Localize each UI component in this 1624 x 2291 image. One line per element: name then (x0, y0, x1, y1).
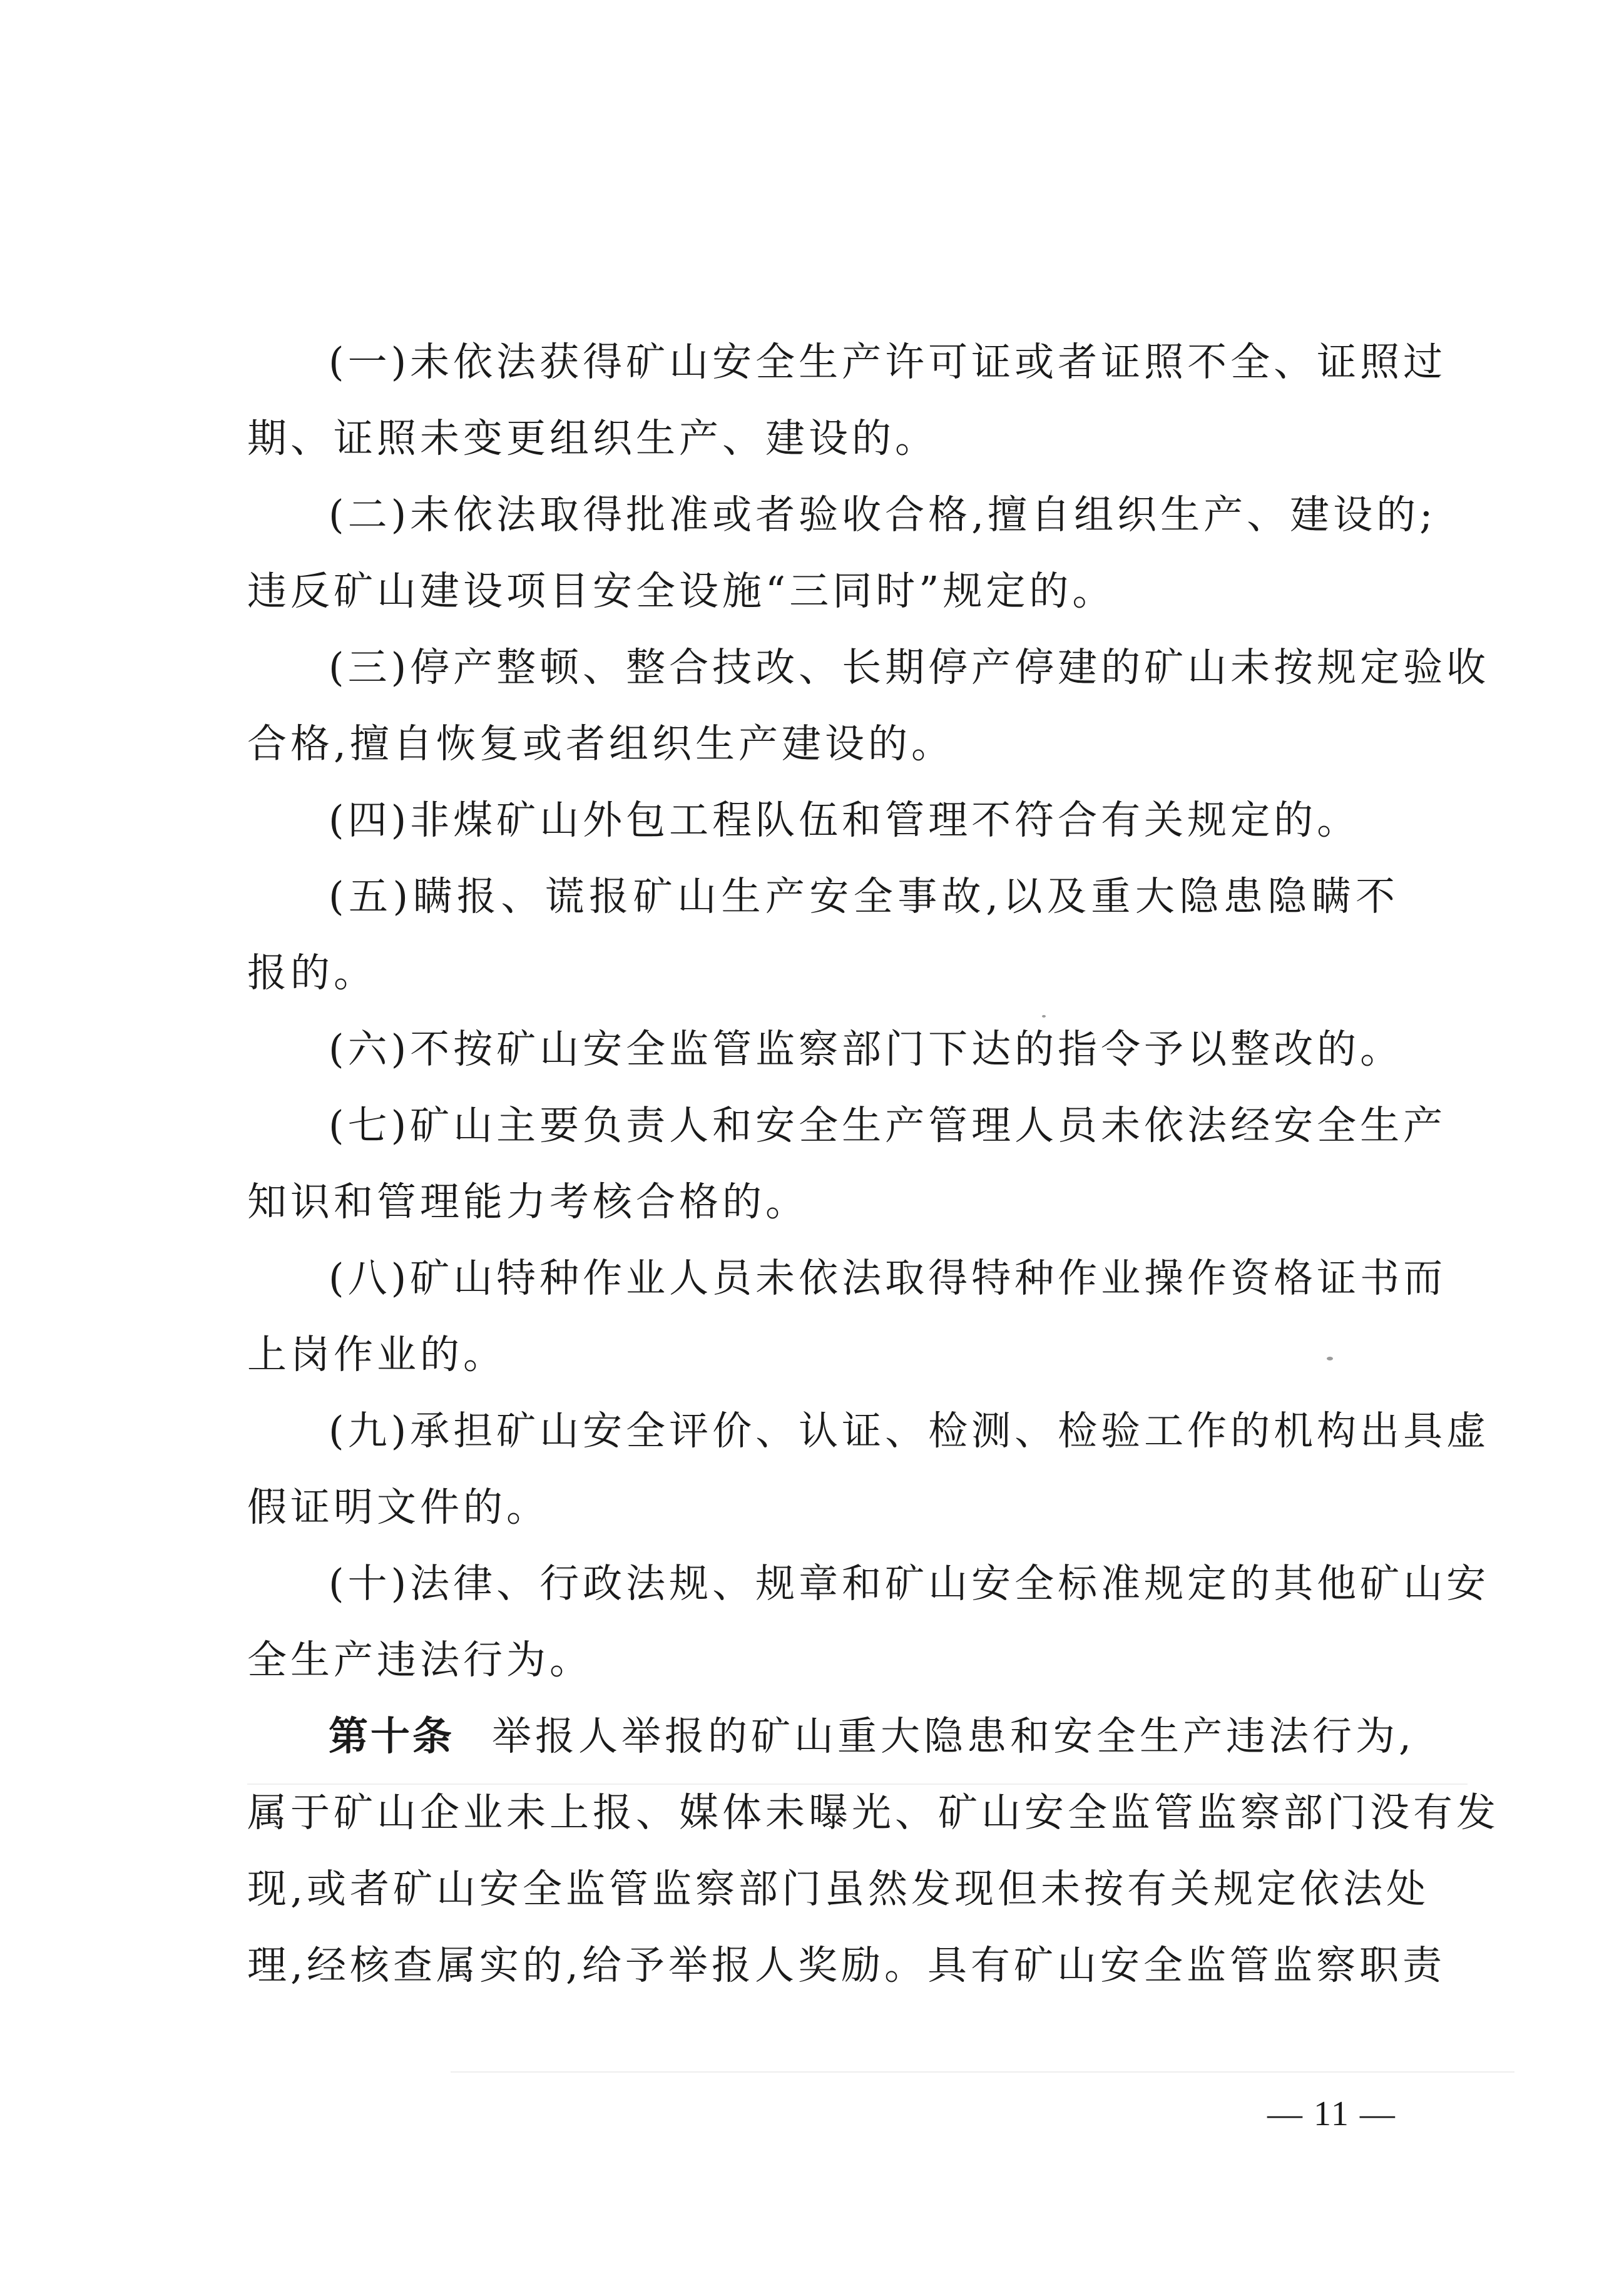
item-8-line-1: (八)矿山特种作业人员未依法取得特种作业操作资格证书而 (329, 1255, 1447, 1301)
item-10-line-1: (十)法律、行政法规、规章和矿山安全标准规定的其他矿山安 (329, 1561, 1490, 1606)
item-6-line-1: (六)不按矿山安全监管监察部门下达的指令予以整改的。 (329, 1026, 1404, 1072)
item-4-line-1: (四)非煤矿山外包工程队伍和管理不符合有关规定的。 (329, 797, 1361, 843)
article-10-line-1 (247, 1698, 1416, 1775)
article-10-line-3: 现,或者矿山安全监管监察部门虽然发现但未按有关规定依法处 (247, 1866, 1430, 1912)
page-number: — 11 — (1267, 2095, 1396, 2133)
scan-artifact-line (247, 1783, 1468, 1785)
item-3-line-1: (三)停产整顿、整合技改、长期停产停建的矿山未按规定验收 (329, 645, 1490, 690)
document-body (247, 324, 1499, 2004)
item-8-line-2: 上岗作业的。 (247, 1332, 506, 1377)
item-9-line-2: 假证明文件的。 (247, 1484, 549, 1530)
article-first-line: 举报人举报的矿山重大隐患和安全生产违法行为, (492, 1713, 1416, 1759)
article-10-line-4: 理,经核查属实的,给予举报人奖励。具有矿山安全监管监察职责 (247, 1942, 1446, 1988)
item-1-line-2: 期、证照未变更组织生产、建设的。 (247, 416, 938, 461)
item-2-line-1: (二)未依法取得批准或者验收合格,擅自组织生产、建设的; (329, 492, 1437, 538)
item-5-line-2: 报的。 (247, 950, 377, 996)
article-10-line-2: 属于矿山企业未上报、媒体未曝光、矿山安全监管监察部门没有发 (247, 1790, 1499, 1835)
item-7-line-1: (七)矿山主要负责人和安全生产管理人员未依法经安全生产 (329, 1103, 1447, 1148)
item-7-line-2: 知识和管理能力考核合格的。 (247, 1179, 809, 1225)
item-5-line-1: (五)瞒报、谎报矿山生产安全事故,以及重大隐患隐瞒不 (329, 874, 1399, 919)
article-heading: 第十条 (329, 1713, 454, 1759)
item-3-line-2: 合格,擅自恢复或者组织生产建设的。 (247, 721, 955, 767)
scan-artifact-speck (1327, 1357, 1333, 1360)
item-9-line-1: (九)承担矿山安全评价、认证、检测、检验工作的机构出具虚 (329, 1408, 1490, 1454)
item-1-line-1: (一)未依法获得矿山安全生产许可证或者证照不全、证照过 (329, 339, 1447, 385)
item-2-line-2: 违反矿山建设项目安全设施“三同时”规定的。 (247, 568, 1116, 614)
scan-artifact-speck (1042, 1015, 1046, 1018)
scan-artifact-line (451, 2071, 1514, 2073)
item-10-line-2: 全生产违法行为。 (247, 1637, 593, 1683)
